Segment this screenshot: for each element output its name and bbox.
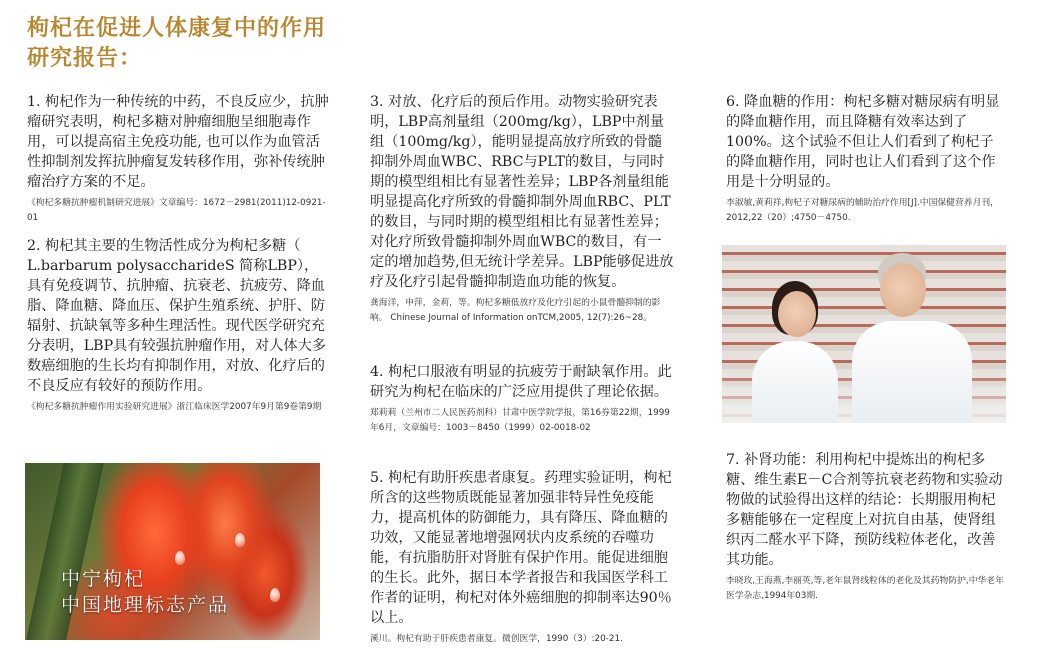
section-5-body: 5. 枸杞有助肝疾患者康复。药理实验证明，枸杞所含的这些物质既能显著加强非特异性免疫能力，提高机体的防御能力，具有降压、降血糖的功效，又能显著地增强网状内皮系统的吞噬功能，有抗脂肪肝对肾脏有保护作用。能促进细胞的生长。此外，据日本学者报告和我国医学科工作者的证明，枸杞对体外癌细胞的抑制率达90％以上。 xyxy=(370,470,672,626)
section-1-body: 1. 枸杞作为一种传统的中药，不良反应少，抗肿瘤研究表明，枸杞多糖对肿瘤细胞呈细胞毒作用，可以提高宿主免疫功能, 也可以作为血管活性抑制剂发挥抗肿瘤复发转移作用，弥补传统肿瘤治疗方案的不足。 xyxy=(27,94,329,190)
photo-caption-line-2: 中国地理标志产品 xyxy=(61,594,230,616)
section-1 xyxy=(27,92,331,226)
section-4-body: 4. 枸杞口服液有明显的抗疲劳于耐缺氧作用。此研究为枸杞在临床的广泛应用提供了理论依据。 xyxy=(370,364,672,400)
page-title: 枸杞在促进人体康复中的作用研究报告： xyxy=(27,16,327,71)
water-drop xyxy=(235,533,245,547)
section-5 xyxy=(370,468,675,647)
section-2-reference: 《枸杞多糖抗肿瘤作用实验研究进展》浙江临床医学2007年9月第9卷第9期 xyxy=(27,402,322,412)
section-1-reference: 《枸杞多糖抗肿瘤机制研究进展》文章编号：1672－2981(2011)12-0921-01 xyxy=(27,198,326,223)
section-4-reference: 郑莉莉（兰州市二人民医药剂科）甘肃中医学院学报，第16券第22期，1999年6月，文章编号：1003－8450（1999）02-0018-02 xyxy=(370,408,670,433)
section-7-reference: 李晓玫,王海燕,李丽英,等,老年鼠肾线粒体的老化及其药物防护,中华老年医学杂志,1994年03期. xyxy=(726,576,1004,601)
section-3-body: 3. 对放、化疗后的预后作用。动物实验研究表明，LBP高剂量组（200mg/kg），LBP中剂量组（100mg/kg），能明显提高放疗所致的骨髓抑制外周血WBC、RBC与PLT的数目，与同时期的模型组相比有显著性差异；LBP各剂量组能明显提高化疗所致的骨髓抑制外周血RBC、PLT的数目，与同时期的模型组相比有显著性差异；对化疗所致骨髓抑制外周血WBC的数目，有一定的增加趋势,但无统计学差异。LBP能够促进放疗及化疗引起骨髓抑制造血功能的恢复。 xyxy=(370,94,674,290)
section-6-body: 6. 降血糖的作用：枸杞多糖对糖尿病有明显的降血糖作用，而且降糖有效率达到了100%。这个试验不但让人们看到了枸杞子的降血糖作用，同时也让人们看到了这个作用是十分明显的。 xyxy=(726,94,1000,190)
water-drop xyxy=(270,588,280,602)
section-3 xyxy=(370,92,675,326)
section-3-reference: 龚海洋，申萍，金莉，等。枸杞多糖低放疗及化疗引起的小鼠骨髓抑制的影响。 Chinese Journal of Information onTCM,2005, 12(7):26~28。 xyxy=(370,298,661,323)
lab-researchers-photo xyxy=(722,245,1006,423)
section-7-body: 7. 补肾功能：利用枸杞中提炼出的枸杞多糖、维生素E－C合剂等抗衰老药物和实验动物做的试验得出这样的结论：长期服用枸杞多糖能够在一定程度上对抗自由基，使肾组织丙二醛水平下降，预防线粒体老化，改善其功能。 xyxy=(726,452,1003,568)
section-7 xyxy=(726,450,1004,604)
water-drop xyxy=(175,551,185,565)
section-6-reference: 李淑敏,黄莉祥,枸杞子对糖尿病的辅助治疗作用[J].中国保健营养月刊，2012,22（20）;4750－4750. xyxy=(726,198,999,223)
goji-berries-photo xyxy=(25,463,320,640)
section-5-reference: 溪川。枸杞有助于肝疾患者康复。微创医学，1990（3）:20-21. xyxy=(370,634,623,644)
section-2-body: 2. 枸杞其主要的生物活性成分为枸杞多糖（ L.barbarum polysaccharideS 简称LBP），具有免疫调节、抗肿瘤、抗衰老、抗疲劳、降血脂、降血糖、降血压、保护生殖系统、护肝、防辐射、抗缺氧等多种生理活性。现代医学研究充分表明，LBP具有较强抗肿瘤作用，对人体大多数癌细胞的生长均有抑制作用，对放、化疗后的不良反应有较好的预防作用。 xyxy=(27,238,326,394)
photo-caption-line-1: 中宁枸杞 xyxy=(61,568,146,590)
section-4 xyxy=(370,362,675,436)
section-6 xyxy=(726,92,1004,226)
section-2 xyxy=(27,236,331,415)
